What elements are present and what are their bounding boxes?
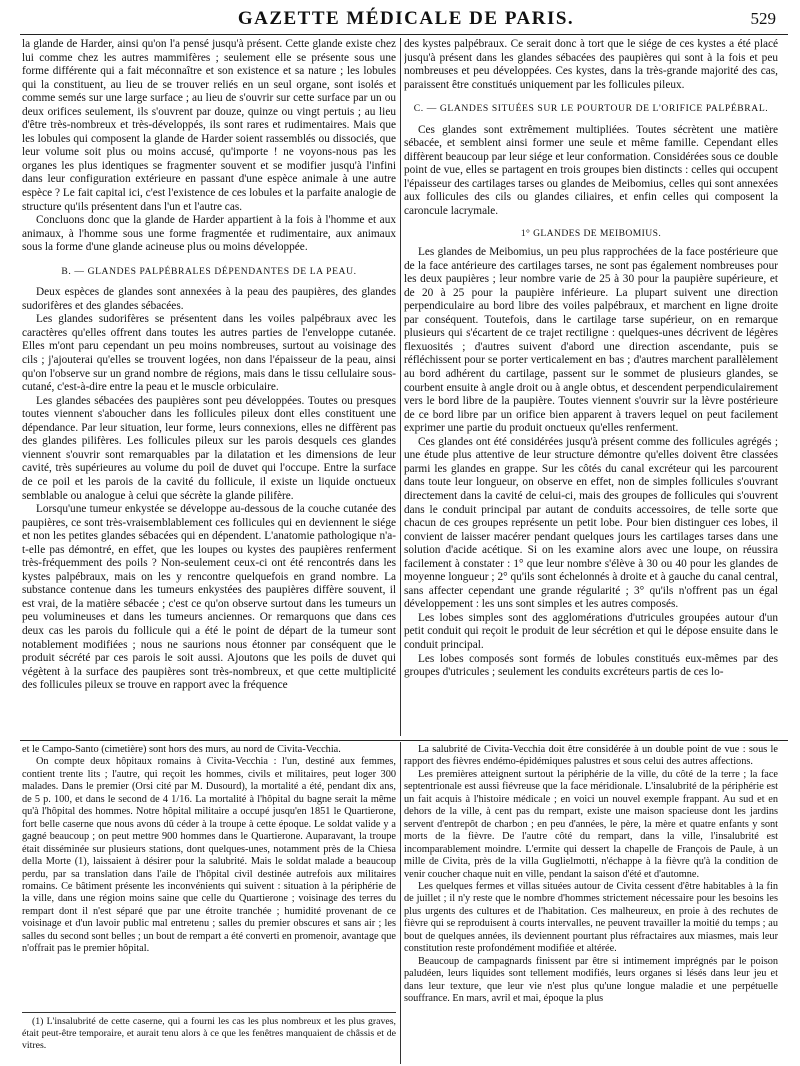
footnote — [22, 1016, 396, 1066]
footnote-rule — [22, 1012, 396, 1013]
feuilleton-right-column — [404, 744, 778, 1064]
journal-title: GAZETTE MÉDICALE DE PARIS. — [237, 8, 575, 29]
section-heading-c: C. — GLANDES SITUÉES SUR LE POURTOUR DE L'ORIFICE PALPÉBRAL. — [413, 103, 769, 115]
column-divider — [400, 38, 401, 736]
paragraph: Ces glandes sont extrêmement multipliées. Toutes sécrètent une matière sébacée, et semblent ainsi former une seule et même famille. Cependant elles diffèrent beaucoup par leur siége et leur conformation. Considérées sous ce double point de vue, elles se partagent en trois groupes bien distincts : celles qui occupent l'épaisseur des cartilages tarses ou glandes de Meibomius, celles qui sont annexées aux follicules des cils ou glandes ciliaires, et enfin celles qui composent la caroncule lacrymale. — [404, 123, 778, 218]
paragraph: Les premières atteignent surtout la périphérie de la ville, du côté de la terre ; la face septentrionale est aussi fiévreuse que la face méridionale. L'insalubrité de la périphérie est un fait acquis à l'histoire médicale ; en voici un nouvel exemple frappant. Au sud et en dehors de la ville, à cent pas du rempart, existe une maison spacieuse dont les jardins servent d'entrepôt de charbon ; en peu d'années, le père, la mère et quatre enfants y sont morts de la fièvre. De l'autre côté du rempart, dans la ville, l'insalubrité est incomparablement moindre. L'ermite qui dessert la chapelle de François de Paule, à un mille de Civita, près de la villa Guglielmotti, n'échappe à la fièvre qu'à la condition de venir coucher chaque nuit en ville, pendant la saison d'été et d'automne. — [404, 768, 778, 880]
paragraph: On compte deux hôpitaux romains à Civita-Vecchia : l'un, destiné aux femmes, contient trente lits ; l'autre, qui reçoit les hommes, civils et militaires, peut loger 300 malades. Dans le premier (Orsi cité par M. Dusourd), la mortalité a été, pendant dix ans, de 5 p. 100, et dans le second de 4 1/16. La mortalité à l'hôpital du bagne serait la même qu'à l'hôpital des hommes. Notre hôpital militaire a occupé jusqu'en 1851 le Quartierone, fort belle caserne que nous avons dû céder à la troupe à cette époque. Le soldat valide y a gagné beaucoup ; on peut mettre 900 hommes dans le Quartierone. Auparavant, la troupe était disséminée sur plusieurs stations, dont quelques-unes, notamment près de la Chiesa della Morte (1), laissaient à désirer pour la salubrité. Mais le soldat malade a beaucoup perdu, par sa translation dans l'aile de l'hôpital civil destinée autrefois aux militaires romains. Ce bâtiment présente les inconvénients qui suivent : situation à la périphérie de la ville, dans une région moins saine que celle du Quartierone ; voisinage des terres du rempart dont il n'est séparé que par une étroite tranchée ; humidité provenant de ce voisinage et d'un lavoir public mal entretenu ; salles du premier obscures et sans air ; les salles du second sont belles ; un bout de rempart a été converti en promenoir, avantage que n'offrait pas le premier hôpital. — [22, 756, 396, 955]
paragraph: Concluons donc que la glande de Harder appartient à la fois à l'homme et aux animaux, à l'homme sous une forme fragmentée et rudimentaire, aux animaux sous la forme d'une glande acineuse plus ou moins développée. — [22, 214, 396, 254]
paragraph: Les quelques fermes et villas situées autour de Civita cessent d'être habitables à la fin de juillet ; il n'y reste que le nombre d'hommes strictement nécessaire pour les besoins les plus urgents des cultures et de l'habitation. Ces malheureux, en proie à des rechutes de fièvre qui se reproduisent à courts intervalles, ne peuvent travailler la moitié du temps ; au bout de quelques années, ils deviennent pourtant plus réfractaires aux miasmes, mais leur constitution reste profondément modifiée et altérée. — [404, 880, 778, 955]
page-number: 529 — [750, 9, 776, 28]
header-rule — [20, 34, 788, 35]
paragraph: la glande de Harder, ainsi qu'on l'a pensé jusqu'à présent. Cette glande existe chez lui comme chez les autres mammifères ; seulement elle se présente sous une forme différente qui a fait méconnaître et son existence et sa nature ; les lobules qui la constituent, au lieu de se trouver reliés en un seul organe, sont isolés et comme semés sur une large surface ; au lieu de s'ouvrir sur cette surface par un ou deux orifices seulement, ils s'ouvrent par douze, quinze ou vingt pertuis ; au lieu d'être très-nombreux et très-développés, ils sont rares et rudimentaires. Mais que les lobules qui composent la glande de Harder soient rassemblés ou dissociés, que leur volume soit plus ou moins accusé, qu'importe ! ne voyons-nous pas les organes les plus identiques se fragmenter souvent et se modifier jusqu'à l'infini dans leur configuration extérieure en passant d'une espèce animale à une autre espèce ? Le fait capital ici, c'est l'existence de ces lobules et la parfaite analogie de structure qu'ils présentent dans l'un et l'autre cas. — [22, 38, 396, 213]
feuilleton-rule — [20, 740, 788, 741]
paragraph: Les glandes sébacées des paupières sont peu développées. Toutes ou presques toutes viennent s'aboucher dans les follicules pileux dont elles constituent une dépendance. Par leur situation, leur forme, leurs connexions, elles ne diffèrent pas des glandes pilifères. Les follicules pileux sur les parois desquels ces glandes viennent s'ouvrir sont remarquables par la dilatation et les dimensions de leur cavité, très supérieures au volume du poil de duvet qui l'occupe. Entre la surface de ce poil et les parois de la cavité du follicule, il existe un liquide onctueux semblable ou analogue à celui que sécrète la glande pilifère. — [22, 394, 396, 502]
paragraph: Les glandes sudorifères se présentent dans les voiles palpébraux avec les caractères qu'elles offrent dans toutes les autres parties de l'enveloppe cutanée. Elles m'ont paru cependant un peu moins nombreuses, surtout au voisinage des cils ; j'ajouterai qu'elles se trouvent logées, non dans l'épaisseur de la peau, ainsi qu'on l'observe sur un grand nombre de régions, mais dans le tissu cellulaire sous-cutané, c'est-à-dire entre la peau et le muscle orbiculaire. — [22, 313, 396, 394]
footnote-text: (1) L'insalubrité de cette caserne, qui a fourni les cas les plus nombreux et les plus graves, était peut-être temporaire, et aurait tenu alors à ce que les fenêtres manquaient de châssis et de vitres. — [22, 1016, 396, 1051]
paragraph: Les lobes composés sont formés de lobules constitués eux-mêmes par des groupes d'utricules ; seulement les conduits excréteurs partis de ces lo- — [404, 652, 778, 679]
feuilleton-column-divider — [400, 742, 401, 1064]
paragraph: Les lobes simples sont des agglomérations d'utricules groupées autour d'un petit conduit qui reçoit le produit de leur sécrétion et qui le dépose ensuite dans le conduit principal. — [404, 611, 778, 651]
paragraph: Les glandes de Meibomius, un peu plus rapprochées de la face postérieure que de la face antérieure des cartilages tarses, ne sont pas également nombreuses pour les deux paupières ; leur nombre varie de 25 à 30 pour la paupière supérieure, et de 20 à 25 pour la paupière inférieure. La plupart suivent une direction perpendiculaire au bord libre des voiles palpébraux, et marchent en ligne droite par conséquent. Toutefois, dans le cartilage tarse supérieur, on en remarque plusieurs qui s'écartent de ce trajet rectiligne : quelques-unes décrivent de légères flexuosités ; d'autres suivent d'abord une direction ascendante, puis se réfléchissent pour se porter verticalement en bas ; d'autres marchent parallèlement au bord adhérent du cartilage, passent sur le sommet de plusieurs glandes, se courbent ensuite à angle droit ou à angle obtus, et descendent perpendiculairement vers le bord libre de la paupière. Toutes viennent s'ouvrir sur la lèvre postérieure de ce bord libre par un orifice bien apparent à travers lequel on peut facilement exprimer une partie du produit onctueux qu'elles renferment. — [404, 246, 778, 435]
section-heading-b: B. — GLANDES PALPÉBRALES DÉPENDANTES DE LA PEAU. — [61, 265, 357, 277]
page-header — [30, 6, 782, 32]
subsection-heading: 1° GLANDES DE MEIBOMIUS. — [520, 227, 662, 239]
right-column — [404, 38, 778, 738]
paragraph: Deux espèces de glandes sont annexées à la peau des paupières, des glandes sudorifères et des glandes sébacées. — [22, 286, 396, 312]
paragraph: des kystes palpébraux. Ce serait donc à tort que le siége de ces kystes a été placé jusqu'à présent dans les glandes sébacées des paupières qui sont à la fois et peu nombreuses et peu développées. Ces kystes, dans la très-grande majorité des cas, paraissent être constitués uniquement par les follicules pileux. — [404, 38, 778, 91]
feuilleton-left-column — [22, 744, 396, 1010]
paragraph: Ces glandes ont été considérées jusqu'à présent comme des follicules agrégés ; une étude plus attentive de leur structure démontre qu'elles doivent être classées parmi les glandes en grappe. Sur les côtés du canal excréteur qui les parcourent dans toute leur longueur, on observe en effet, non de simples follicules s'ouvrant directement dans la cavité de celui-ci, mais des groupes de follicules qui s'ouvrent dans le conduit principal par autant de conduits accessoires, de telle sorte que chacun de ces groupes représente un petit lobe. Pour bien distinguer ces lobes, il convient de laisser macérer pendant quelques jours les cartilages tarses dans une solution d'acide acétique. Si on les examine alors avec une loupe, on réussira facilement à constater : 1° que leur nombre s'élève à 30 ou 40 pour les glandes de moyenne longueur ; 2° qu'ils sont échelonnés à droite et à gauche du canal central, sans affecter cependant une grande régularité ; 3° qu'ils n'offrent pas un égal développement : les uns sont simples et les autres composés. — [404, 435, 778, 611]
paragraph: Lorsqu'une tumeur enkystée se développe au-dessous de la couche cutanée des paupières, ce sont très-vraisemblablement ces follicules qui en deviennent le siége et non les petites glandes sébacées qui en dépendent. L'anatomie pathologique n'a-t-elle pas démontré, en effet, que les loupes ou kystes des paupières renferment très-fréquemment des poils ? Non-seulement ceux-ci ont été rencontrés dans les kystes palpébraux, mais on les y rencontre quelquefois en grand nombre. La substance contenue dans les tumeurs enkystées des paupières diffère souvent, il est vrai, de la matière sébacée ; c'est ce qu'on observe surtout dans les tumeurs un peu volumineuses et dans les tumeurs anciennes. Or remarquons que dans ces deux cas les parois du follicule qui a été le point de départ de la tumeur sont notablement modifiées ; nous ne saurions nous étonner par conséquent que le produit sécrété par ces parois le soit aussi. Ajoutons que les poils de duvet qui végètent à la surface des paupières sont très-nombreux, et que cette multiplicité des follicules pileux se trouve en rapport avec la fréquence — [22, 503, 396, 692]
paragraph: et le Campo-Santo (cimetière) sont hors des murs, au nord de Civita-Vecchia. — [22, 744, 341, 755]
paragraph: Beaucoup de campagnards finissent par être si intimement imprégnés par le poison paludéen, leurs liquides sont tellement modifiés, leurs organes si lésés dans leur jeu et dans leur texture, que leur vie n'est plus qu'une longue maladie et une perpétuelle souffrance. En mars, avril et mai, époque la plus — [404, 955, 778, 1005]
paragraph: La salubrité de Civita-Vecchia doit être considérée à un double point de vue : sous le rapport des fièvres endémo-épidémiques palustres et sous celui des autres affections. — [404, 744, 778, 768]
left-column — [22, 38, 396, 728]
